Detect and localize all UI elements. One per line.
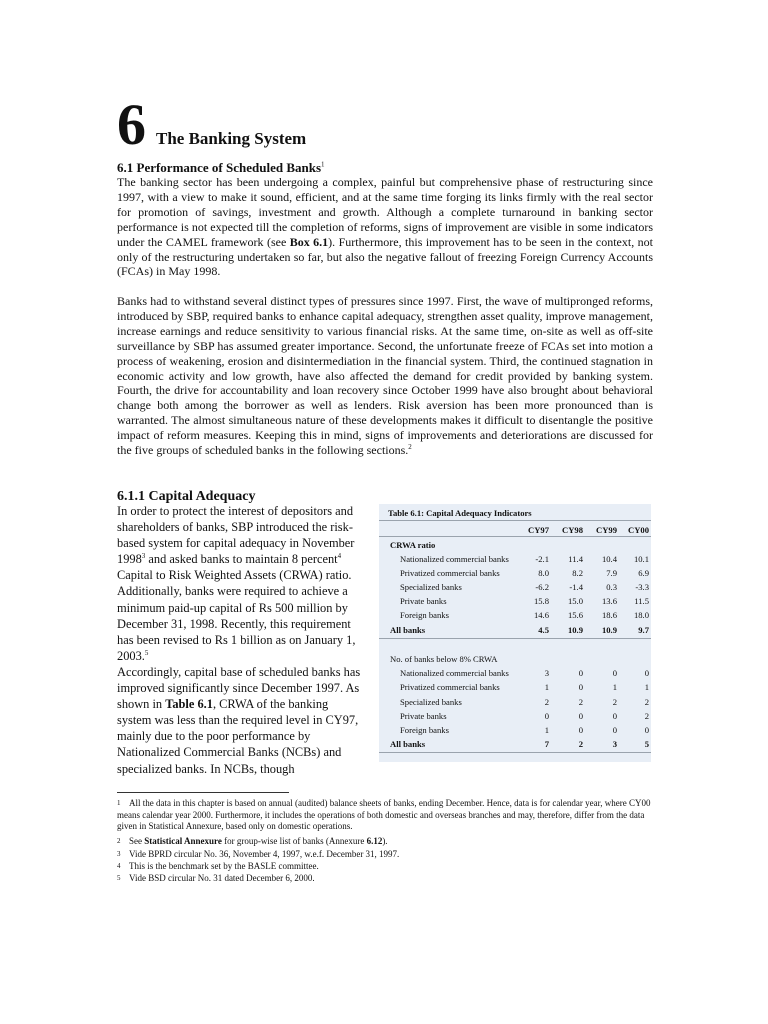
ca-p1-text-a: In order to protect the interest of depositors and shareholders of banks, SBP introduced the risk-based system for capital adequacy in November 1998 xyxy=(117,504,355,567)
row-label: Foreign banks xyxy=(400,724,449,735)
footnote-2 xyxy=(117,836,657,848)
footnote-3 xyxy=(117,849,657,861)
column-header: CY99 xyxy=(595,524,617,535)
annexure-reference: Statistical Annexure xyxy=(144,836,222,846)
table-total-row xyxy=(379,623,651,636)
row-label: Private banks xyxy=(400,710,447,721)
footnote-text: for group-wise list of banks (Annexure xyxy=(221,836,367,846)
table-row xyxy=(379,723,651,736)
table-cell: 10.1 xyxy=(633,553,649,564)
footnote-divider xyxy=(117,792,289,793)
table-cell: 10.9 xyxy=(601,624,617,635)
row-label: Privatized commercial banks xyxy=(400,681,500,692)
footnote-ref-4: 4 xyxy=(337,552,342,561)
footnote-text: Vide BSD circular No. 31 dated December 6, 2000. xyxy=(129,873,315,883)
table-cell: 8.0 xyxy=(538,567,549,578)
capital-adequacy-paragraph-2 xyxy=(117,664,361,777)
column-header: CY97 xyxy=(527,524,549,535)
table-row xyxy=(379,709,651,722)
table-row xyxy=(379,680,651,693)
row-label: Private banks xyxy=(400,595,447,606)
paragraph-1-text-a: The banking sector has been undergoing a complex, painful but comprehensive phase of restructuring since 1997, with a view to make it sound, efficient, and at the same time forging its links firmly with the real sector for promotion of savings, investment and growth. Although a complete turnaround in banking sector performance is not expected till the completion of reforms, signs of improvement are visible in some indicators under the CAMEL framework (see xyxy=(117,175,653,249)
paragraph-1 xyxy=(117,175,653,279)
group-label-row xyxy=(379,538,651,551)
table-cell: 13.6 xyxy=(601,595,617,606)
table-header-row xyxy=(379,523,651,536)
chapter-title: The Banking System xyxy=(156,129,307,148)
ca-p1-text-c: Capital to Risk Weighted Assets (CRWA) ratio. Additionally, banks were required to achieve a minimum paid-up capital of Rs 500 million by December 31, 1998. Recently, this requirement has been revised to Rs 1 billion as on January 1, 2003. xyxy=(117,568,356,663)
paragraph-2-text: Banks had to withstand several distinct types of pressures since 1997. First, the wave of multipronged reforms, introduced by SBP, required banks to enhance capital adequacy, strengthen asset quality, improve management, increase earnings and reduce sensitivity to various financial risks. At the same time, on-site as well as off-site surveillance by SBP has assumed greater importance. Second, the unfortunate freeze of FCAs set into motion a process of weakening, erosion and disintermediation in the financial system. Third, the continued stagnation in economic activity and low growth, have also affected the demand for credit provided by banking system. Fourth, the drive for accountability and loan recovery since October 1999 have also brought about behavioral change both among the borrower as well as lenders. Risk aversion has been more pronounced than is warranted. The almost simultaneous nature of these developments makes it difficult to disentangle the positive impact of reform measures. Keeping this in mind, signs of improvements and deteriorations are discussed for the five groups of scheduled banks in the following sections. xyxy=(117,294,653,458)
table-row xyxy=(379,695,651,708)
table-row xyxy=(379,594,651,607)
capital-adequacy-table xyxy=(379,504,651,762)
column-header: CY00 xyxy=(627,524,649,535)
table-cell: 1 xyxy=(644,681,649,692)
annexure-number: 6.12 xyxy=(366,836,383,846)
row-label: All banks xyxy=(390,624,426,635)
table-cell: 8.2 xyxy=(572,567,583,578)
row-label: Nationalized commercial banks xyxy=(400,553,509,564)
group-label: CRWA ratio xyxy=(390,539,436,550)
footnote-text: See xyxy=(129,836,145,846)
row-label: All banks xyxy=(390,738,426,749)
table-row xyxy=(379,666,651,679)
footnote-ref-3: 3 xyxy=(141,552,146,561)
table-cell: 2 xyxy=(578,738,583,749)
footnote-text: Vide BPRD circular No. 36, November 4, 1997, w.e.f. December 31, 1997. xyxy=(129,849,400,859)
table-cell: 0 xyxy=(612,710,617,721)
table-cell: 0 xyxy=(544,710,549,721)
table-cell: -2.1 xyxy=(535,553,549,564)
table-cell: 10.4 xyxy=(601,553,617,564)
footnote-text: ). xyxy=(382,836,388,846)
table-title: Table 6.1: Capital Adequacy Indicators xyxy=(388,508,532,518)
table-cell: 10.9 xyxy=(567,624,583,635)
table-cell: -6.2 xyxy=(535,581,549,592)
table-cell: 4.5 xyxy=(538,624,549,635)
table-total-row xyxy=(379,737,651,750)
footnote-mark: 1 xyxy=(117,799,121,807)
table-cell: 0 xyxy=(644,667,649,678)
table-cell: 7.9 xyxy=(606,567,617,578)
footnote-mark: 2 xyxy=(117,837,121,845)
capital-adequacy-paragraph-1 xyxy=(117,503,361,664)
footnote-text: All the data in this chapter is based on annual (audited) balance sheets of banks, ending December. Hence, data is for calendar year, where CY00 means calendar year 2000. Furthermore, it includes the operations of both domestic and overseas branches and may, therefore, differ from the data given in Statistical Annexure, based only on domestic operations. xyxy=(117,798,651,832)
table-cell: 0 xyxy=(578,710,583,721)
section-heading xyxy=(117,160,325,176)
footnote-text: This is the benchmark set by the BASLE committee. xyxy=(129,861,319,871)
table-cell: 0 xyxy=(578,681,583,692)
table-cell: 2 xyxy=(544,696,549,707)
table-row xyxy=(379,608,651,621)
paragraph-1-text-b: ). Furthermore, this improvement has to be seen in the context, not only of the restructuring undertaken so far, but also the negative fallout of freezing Foreign Currency Accounts (FCAs) in May 1998. xyxy=(117,234,653,279)
row-label: Specialized banks xyxy=(400,581,462,592)
section-heading-text: 6.1 Performance of Scheduled Banks xyxy=(117,160,322,175)
footnote-1 xyxy=(117,798,657,833)
row-label: Specialized banks xyxy=(400,696,462,707)
table-cell: 5 xyxy=(644,738,649,749)
table-cell: 3 xyxy=(544,667,549,678)
table-cell: 11.4 xyxy=(568,553,583,564)
column-header: CY98 xyxy=(561,524,583,535)
row-label: Foreign banks xyxy=(400,609,449,620)
footnote-ref-5: 5 xyxy=(144,648,149,657)
subsection-heading: 6.1.1 Capital Adequacy xyxy=(117,489,256,504)
table-rule-bottom xyxy=(379,752,651,753)
table-cell: 2 xyxy=(644,696,649,707)
table-cell: 2 xyxy=(578,696,583,707)
table-cell: 11.5 xyxy=(634,595,649,606)
table-cell: -3.3 xyxy=(635,581,649,592)
row-label: Privatized commercial banks xyxy=(400,567,500,578)
table-row xyxy=(379,552,651,565)
table-cell: 6.9 xyxy=(638,567,649,578)
table-rule-top xyxy=(379,520,651,521)
table-cell: 15.6 xyxy=(567,609,583,620)
table-cell: 18.6 xyxy=(601,609,617,620)
footnote-5 xyxy=(117,873,657,885)
table-cell: 14.6 xyxy=(533,609,549,620)
ca-p2-text-b: , CRWA of the banking system was less than the required level in CY97, mainly due to the poor performance by Nationalized Commercial Banks (NCBs) and specialized banks. In NCBs, though xyxy=(117,697,359,776)
table-cell: 0 xyxy=(644,724,649,735)
table-cell: 7 xyxy=(544,738,549,749)
table-cell: -1.4 xyxy=(569,581,583,592)
ca-p2-text-a: Accordingly, capital base of scheduled banks has improved significantly since December 1997. As shown in xyxy=(117,665,361,712)
table-rule-header xyxy=(379,536,651,537)
footnote-mark: 3 xyxy=(117,850,121,858)
table-cell: 15.8 xyxy=(533,595,549,606)
chapter-heading xyxy=(117,92,307,157)
group-label: No. of banks below 8% CRWA xyxy=(390,653,498,664)
table-cell: 0 xyxy=(578,724,583,735)
ca-p1-text-b: and asked banks to maintain 8 percent xyxy=(145,552,338,567)
footnote-mark: 4 xyxy=(117,862,121,870)
footnote-4 xyxy=(117,861,657,873)
table-cell: 18.0 xyxy=(633,609,649,620)
table-cell: 15.0 xyxy=(567,595,583,606)
box-reference: Box 6.1 xyxy=(289,234,329,249)
chapter-number: 6 xyxy=(117,92,146,157)
footnote-mark: 5 xyxy=(117,874,121,882)
paragraph-2 xyxy=(117,294,653,458)
table-cell: 0.3 xyxy=(606,581,617,592)
table-row xyxy=(379,580,651,593)
table-cell: 2 xyxy=(612,696,617,707)
table-cell: 0 xyxy=(612,724,617,735)
table-cell: 1 xyxy=(612,681,617,692)
group-label-row xyxy=(379,652,651,665)
table-rule-mid xyxy=(379,638,651,639)
footnote-ref-2: 2 xyxy=(408,443,412,452)
row-label: Nationalized commercial banks xyxy=(400,667,509,678)
table-cell: 2 xyxy=(644,710,649,721)
table-cell: 0 xyxy=(578,667,583,678)
table-cell: 1 xyxy=(544,681,549,692)
table-reference: Table 6.1 xyxy=(165,697,213,712)
table-cell: 9.7 xyxy=(638,624,649,635)
table-cell: 1 xyxy=(544,724,549,735)
table-cell: 3 xyxy=(612,738,617,749)
footnote-ref-1: 1 xyxy=(321,160,325,169)
table-cell: 0 xyxy=(612,667,617,678)
table-row xyxy=(379,566,651,579)
